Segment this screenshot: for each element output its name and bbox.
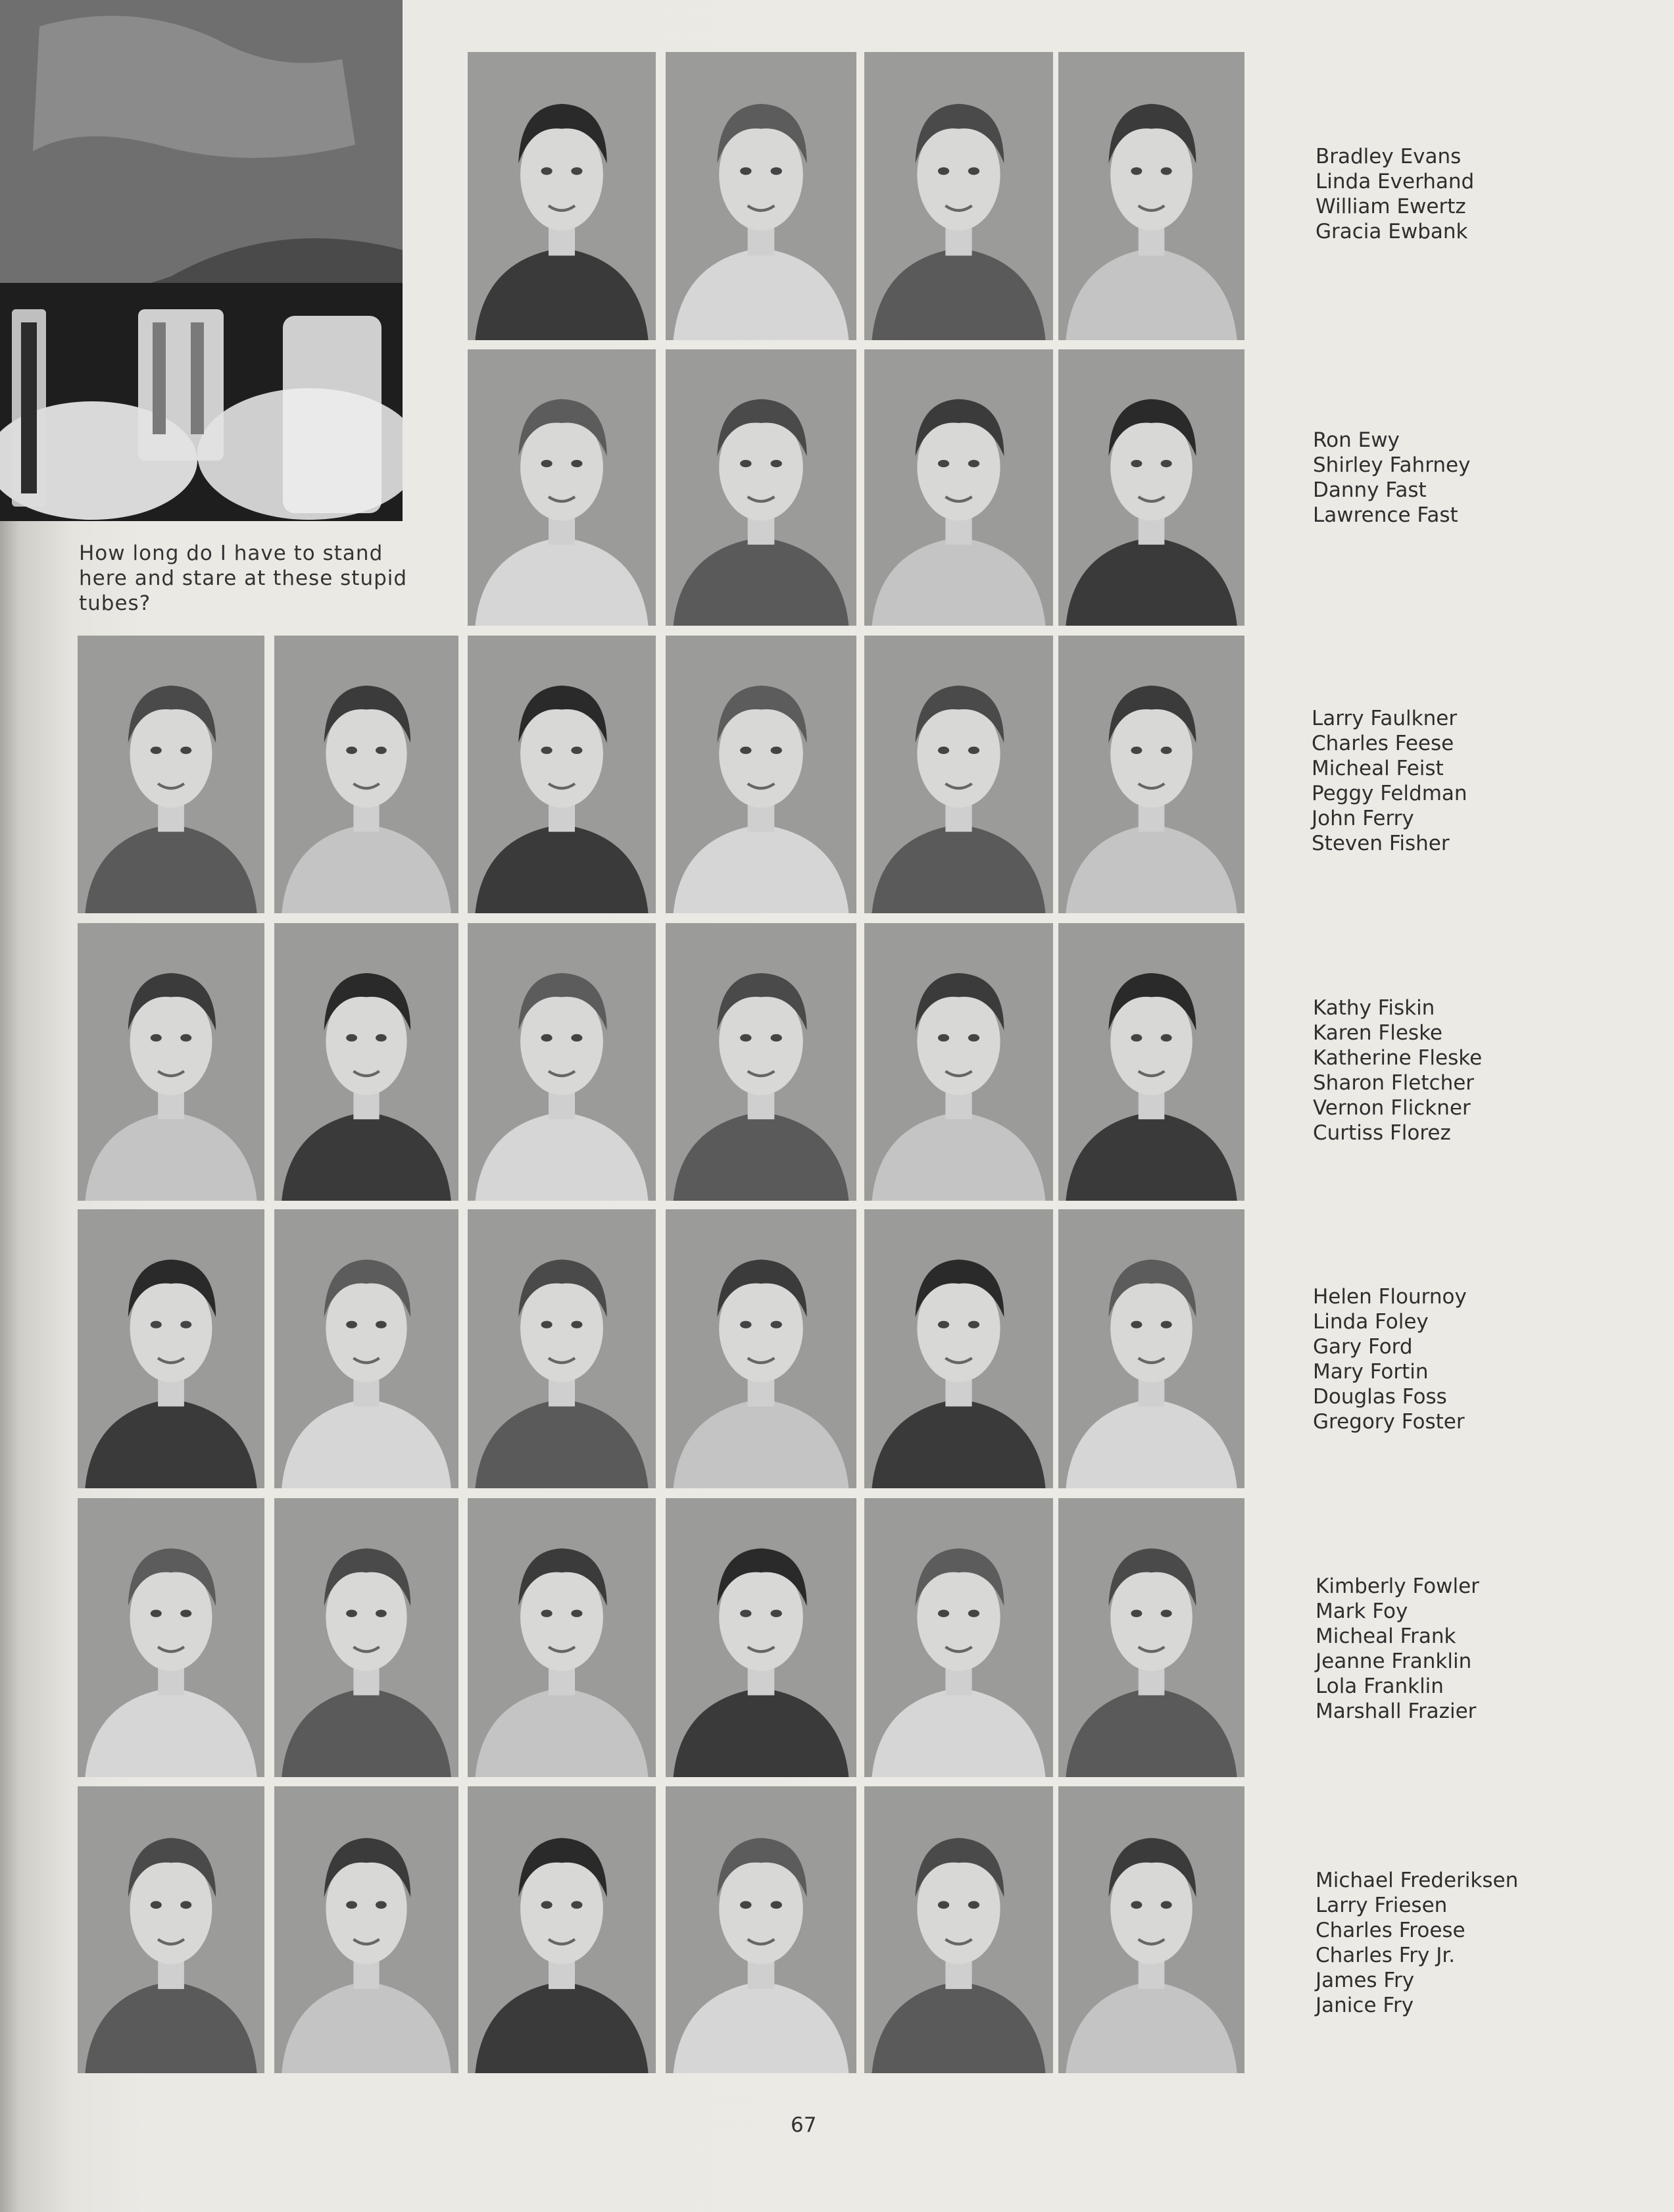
student-name: Ron Ewy [1313,428,1400,452]
student-name: Larry Friesen [1316,1894,1448,1917]
student-name: Janice Fry [1316,1994,1414,2017]
student-name: Bradley Evans [1316,145,1462,168]
student-name: Curtiss Florez [1313,1121,1451,1145]
student-portrait [468,1786,656,2073]
student-name: Charles Froese [1316,1919,1465,1942]
student-name: Helen Flournoy [1313,1285,1467,1309]
student-name: Peggy Feldman [1312,782,1467,805]
student-portrait [274,1209,458,1488]
name-list-row-2 [1313,428,1470,528]
student-name: Linda Everhand [1316,170,1475,193]
student-name: William Ewertz [1316,195,1466,218]
student-name: Michael Frederiksen [1316,1869,1519,1892]
student-name: Steven Fisher [1312,832,1450,855]
name-list-row-7 [1316,1868,1518,2018]
student-name: Lola Franklin [1316,1674,1444,1698]
student-portrait [274,923,458,1201]
student-portrait [468,349,656,626]
name-list-row-5 [1313,1284,1467,1434]
student-portrait [274,1786,458,2073]
student-portrait [78,636,264,913]
student-name: Micheal Feist [1312,757,1444,780]
student-name: Danny Fast [1313,478,1427,502]
student-name: Jeanne Franklin [1316,1649,1472,1673]
student-name: Mary Fortin [1313,1360,1429,1384]
student-portrait [78,1498,264,1777]
student-portrait [1058,636,1244,913]
student-name: Marshall Frazier [1316,1699,1477,1723]
student-portrait [864,349,1053,626]
student-portrait [468,1209,656,1488]
student-name: Micheal Frank [1316,1624,1456,1648]
student-portrait [1058,1209,1244,1488]
student-portrait [274,1498,458,1777]
student-name: Kathy Fiskin [1313,996,1435,1020]
student-name: Charles Feese [1312,732,1454,755]
student-portrait [468,52,656,340]
student-portrait [1058,349,1244,626]
student-name: Mark Foy [1316,1599,1408,1623]
student-portrait [274,636,458,913]
student-name: Kimberly Fowler [1316,1574,1479,1598]
student-portrait [1058,1786,1244,2073]
student-name: Douglas Foss [1313,1385,1447,1409]
student-portrait [666,923,856,1201]
student-portrait [666,636,856,913]
student-portrait [468,923,656,1201]
student-portrait [666,52,856,340]
student-portrait [864,52,1053,340]
student-name: Vernon Flickner [1313,1096,1471,1120]
name-list-row-6 [1316,1574,1479,1724]
student-name: Shirley Fahrney [1313,453,1471,477]
student-portrait [666,1786,856,2073]
student-name: Lawrence Fast [1313,503,1458,527]
student-portrait [78,1209,264,1488]
name-list-row-1 [1316,144,1474,244]
student-name: Gracia Ewbank [1316,220,1468,243]
name-list-row-4 [1313,995,1482,1145]
student-name: John Ferry [1312,807,1414,830]
student-name: Karen Fleske [1313,1021,1443,1045]
student-name: Gary Ford [1313,1335,1413,1359]
student-portrait [78,1786,264,2073]
student-portrait [666,1498,856,1777]
student-portrait [864,923,1053,1201]
student-name: Linda Foley [1313,1310,1429,1334]
student-portrait [864,1209,1053,1488]
student-name: Katherine Fleske [1313,1046,1483,1070]
page-number: 67 [791,2113,817,2137]
student-portrait [78,923,264,1201]
student-portrait [468,636,656,913]
student-portrait [1058,923,1244,1201]
name-list-row-3 [1312,706,1467,856]
student-name: James Fry [1316,1969,1415,1992]
feature-photo [0,0,403,521]
student-portrait [864,1498,1053,1777]
student-portrait [1058,1498,1244,1777]
student-portrait [666,1209,856,1488]
student-name: Gregory Foster [1313,1410,1465,1434]
student-portrait [1058,52,1244,340]
student-name: Charles Fry Jr. [1316,1944,1456,1967]
student-portrait [864,1786,1053,2073]
student-portrait [666,349,856,626]
student-portrait [864,636,1053,913]
student-name: Larry Faulkner [1312,707,1458,730]
student-name: Sharon Fletcher [1313,1071,1475,1095]
feature-photo-caption: How long do I have to stand here and stare at these stupid tubes? [79,541,408,615]
student-portrait [468,1498,656,1777]
